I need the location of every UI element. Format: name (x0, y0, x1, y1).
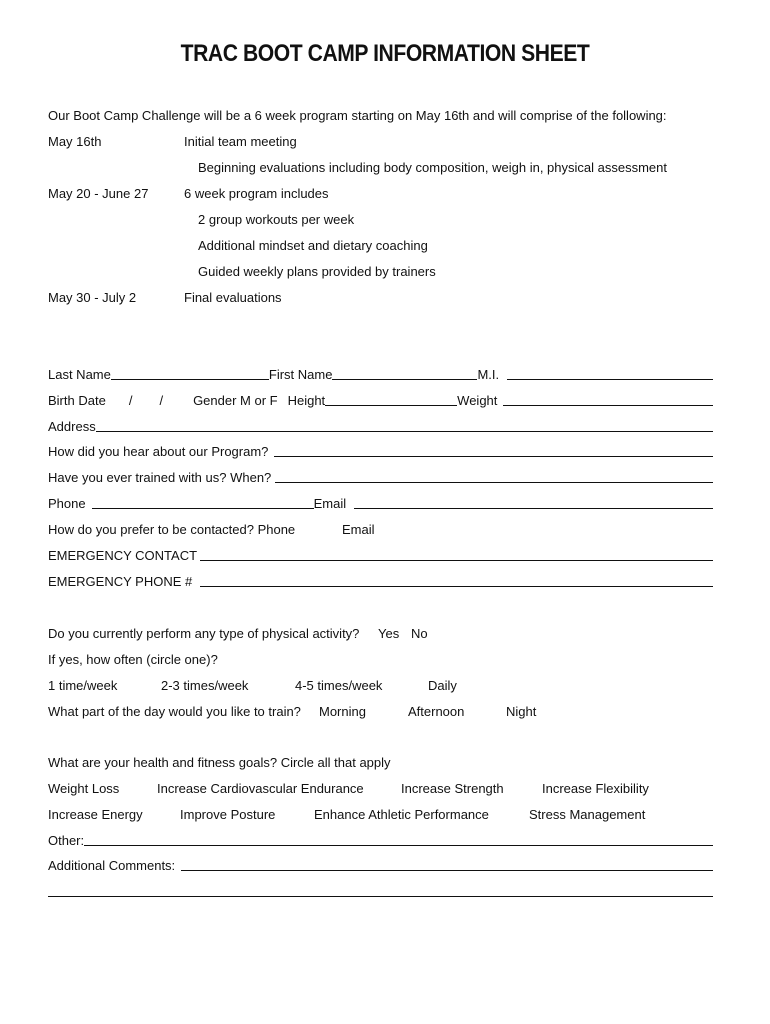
activity-yes[interactable]: Yes (378, 626, 400, 641)
other-field[interactable] (84, 845, 713, 846)
email-field[interactable] (354, 508, 713, 509)
weight-field[interactable] (503, 405, 713, 406)
page-title: TRAC BOOT CAMP INFORMATION SHEET (180, 40, 590, 67)
birth-row (48, 393, 713, 409)
name-row (48, 367, 713, 383)
goal-option[interactable]: Stress Management (529, 807, 646, 822)
phone-field[interactable] (92, 508, 314, 509)
emergency-contact-row (48, 548, 713, 564)
goal-option[interactable]: Increase Cardiovascular Endurance (157, 781, 364, 796)
emergency-phone-label: EMERGENCY PHONE # (48, 574, 193, 589)
trained-label: Have you ever trained with us? When? (48, 470, 272, 485)
time-option[interactable]: Night (506, 704, 537, 719)
trained-field[interactable] (275, 482, 713, 483)
goals-question: What are your health and fitness goals? Circle all that apply (48, 755, 391, 770)
schedule-item: Guided weekly plans provided by trainers (198, 264, 436, 279)
emergency-phone-row (48, 574, 713, 590)
address-field[interactable] (96, 431, 713, 432)
schedule-item: Beginning evaluations including body composition, weigh in, physical assessment (198, 160, 667, 175)
phone-email-row (48, 496, 713, 512)
contact-pref-label: How do you prefer to be contacted? Phone (48, 522, 296, 537)
other-label: Other: (48, 833, 85, 848)
schedule-item: Initial team meeting (184, 134, 297, 149)
schedule-date-3: May 30 - July 2 (48, 290, 137, 305)
goal-option[interactable]: Improve Posture (180, 807, 276, 822)
comments-field[interactable] (181, 870, 713, 871)
hear-field[interactable] (274, 456, 713, 457)
last-name-label: Last Name (48, 367, 111, 382)
contact-pref-email[interactable]: Email (342, 522, 375, 537)
date-slash: / (128, 393, 133, 408)
time-question: What part of the day would you like to train? (48, 704, 301, 719)
goal-option[interactable]: Increase Strength (401, 781, 504, 796)
goal-option[interactable]: Increase Flexibility (542, 781, 649, 796)
time-option[interactable]: Afternoon (408, 704, 465, 719)
address-label: Address (48, 419, 96, 434)
frequency-option[interactable]: 1 time/week (48, 678, 118, 693)
other-row (48, 833, 713, 849)
mi-field[interactable] (507, 379, 713, 380)
comments-label: Additional Comments: (48, 858, 176, 873)
schedule-item: 2 group workouts per week (198, 212, 355, 227)
schedule-date-1: May 16th (48, 134, 102, 149)
trained-row (48, 470, 713, 486)
height-label: Height (287, 393, 326, 408)
goal-option[interactable]: Increase Energy (48, 807, 143, 822)
height-field[interactable] (325, 405, 457, 406)
time-option[interactable]: Morning (319, 704, 366, 719)
first-name-field[interactable] (332, 379, 477, 380)
birth-date-label: Birth Date (48, 393, 106, 408)
frequency-option[interactable]: 4-5 times/week (295, 678, 383, 693)
weight-label: Weight (457, 393, 498, 408)
emergency-contact-field[interactable] (200, 560, 713, 561)
comments-extra-line[interactable] (48, 896, 713, 897)
schedule-item: 6 week program includes (184, 186, 329, 201)
schedule-item: Additional mindset and dietary coaching (198, 238, 428, 253)
emergency-phone-field[interactable] (200, 586, 713, 587)
schedule-item: Final evaluations (184, 290, 282, 305)
mi-label: M.I. (477, 367, 500, 382)
how-often-question: If yes, how often (circle one)? (48, 652, 218, 667)
hear-label: How did you hear about our Program? (48, 444, 269, 459)
gender-label: Gender M or F (193, 393, 278, 408)
emergency-contact-label: EMERGENCY CONTACT (48, 548, 198, 563)
email-label: Email (313, 496, 347, 511)
date-slash: / (159, 393, 164, 408)
frequency-option[interactable]: Daily (428, 678, 457, 693)
frequency-option[interactable]: 2-3 times/week (161, 678, 249, 693)
activity-no[interactable]: No (411, 626, 428, 641)
schedule-date-2: May 20 - June 27 (48, 186, 149, 201)
intro-text: Our Boot Camp Challenge will be a 6 week program starting on May 16th and will comprise of the following: (48, 108, 667, 123)
last-name-field[interactable] (111, 379, 269, 380)
goal-option[interactable]: Enhance Athletic Performance (314, 807, 489, 822)
first-name-label: First Name (268, 367, 333, 382)
address-row (48, 419, 713, 435)
goal-option[interactable]: Weight Loss (48, 781, 120, 796)
hear-row (48, 444, 713, 460)
phone-label: Phone (48, 496, 86, 511)
comments-row (48, 858, 713, 874)
activity-question: Do you currently perform any type of physical activity? (48, 626, 360, 641)
